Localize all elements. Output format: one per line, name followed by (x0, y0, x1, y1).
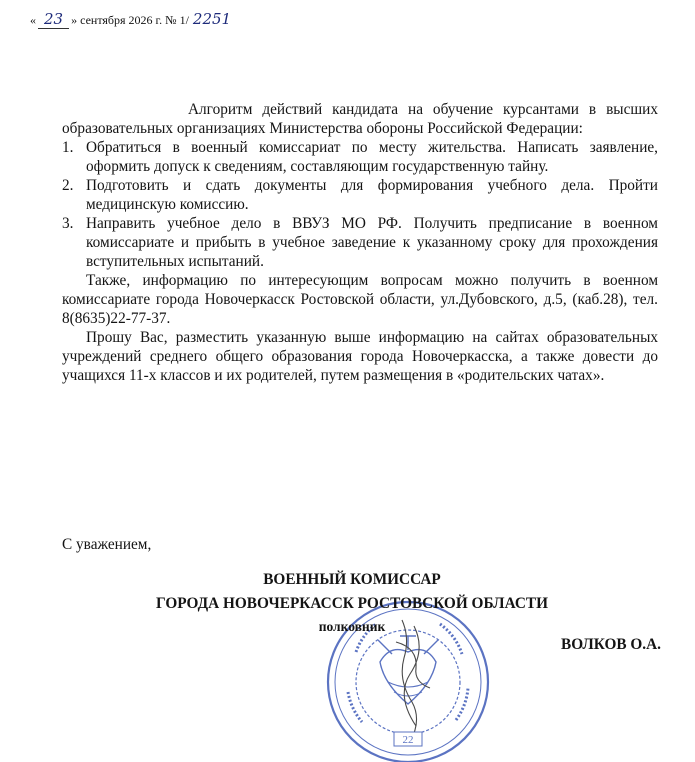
quote-close: » (71, 13, 78, 27)
year-abbr: г. (155, 13, 163, 27)
number-prefix: № 1/ (165, 13, 189, 27)
request-paragraph: Прошу Вас, разместить указанную выше информацию на сайтах образовательных учреждений среднего общего образования города Новочеркасска, а также довести до учащихся 11-х классов и их родителей, путем размещения в «родительских чатах». (62, 329, 658, 384)
list-number: 3. (62, 215, 74, 232)
signatory-title (62, 568, 642, 638)
list-number: 1. (62, 139, 74, 156)
signatory-title-line1: ВОЕННЫЙ КОМИССАР (263, 571, 441, 588)
list-text: Обратиться в военный комиссариат по месту жительства. Написать заявление, оформить допуск к сведениям, составляющим государственную тайну. (86, 139, 658, 175)
signatory-rank: полковник (318, 619, 386, 634)
document-header (30, 10, 235, 29)
date-day: 23 (38, 10, 69, 29)
signatory-name: ВОЛКОВ О.А. (561, 636, 661, 653)
list-text: Подготовить и сдать документы для формирования учебного дела. Пройти медицинскую комиссию. (86, 177, 658, 213)
list-text: Направить учебное дело в ВВУЗ МО РФ. Получить предписание в военном комиссариате и прибыть в учебное заведение к указанному сроку для прохождения вступительных испытаний. (86, 215, 658, 270)
closing-text: С уважением, (62, 536, 152, 553)
quote-open: « (30, 13, 36, 27)
document-number: 2251 (192, 10, 232, 28)
list-item (62, 176, 658, 214)
letter-body (62, 100, 658, 385)
list-number: 2. (62, 177, 74, 194)
list-item (62, 214, 658, 271)
date-month-year: сентября 2026 (80, 13, 153, 27)
list-item (62, 138, 658, 176)
signatory-title-line2: ГОРОДА НОВОЧЕРКАССК РОСТОВСКОЙ ОБЛАСТИ (155, 595, 549, 612)
stamp-number: 22 (402, 734, 414, 746)
steps-list (62, 138, 658, 271)
intro-paragraph: Алгоритм действий кандидата на обучение курсантами в высших образовательных организациях Министерства обороны Российской Федерации: (62, 101, 658, 137)
info-paragraph: Также, информацию по интересующим вопросам можно получить в военном комиссариате города Новочеркасск Ростовской области, ул.Дубовского, д.5, (каб.28), тел. 8(8635)22-77-37. (62, 272, 658, 327)
